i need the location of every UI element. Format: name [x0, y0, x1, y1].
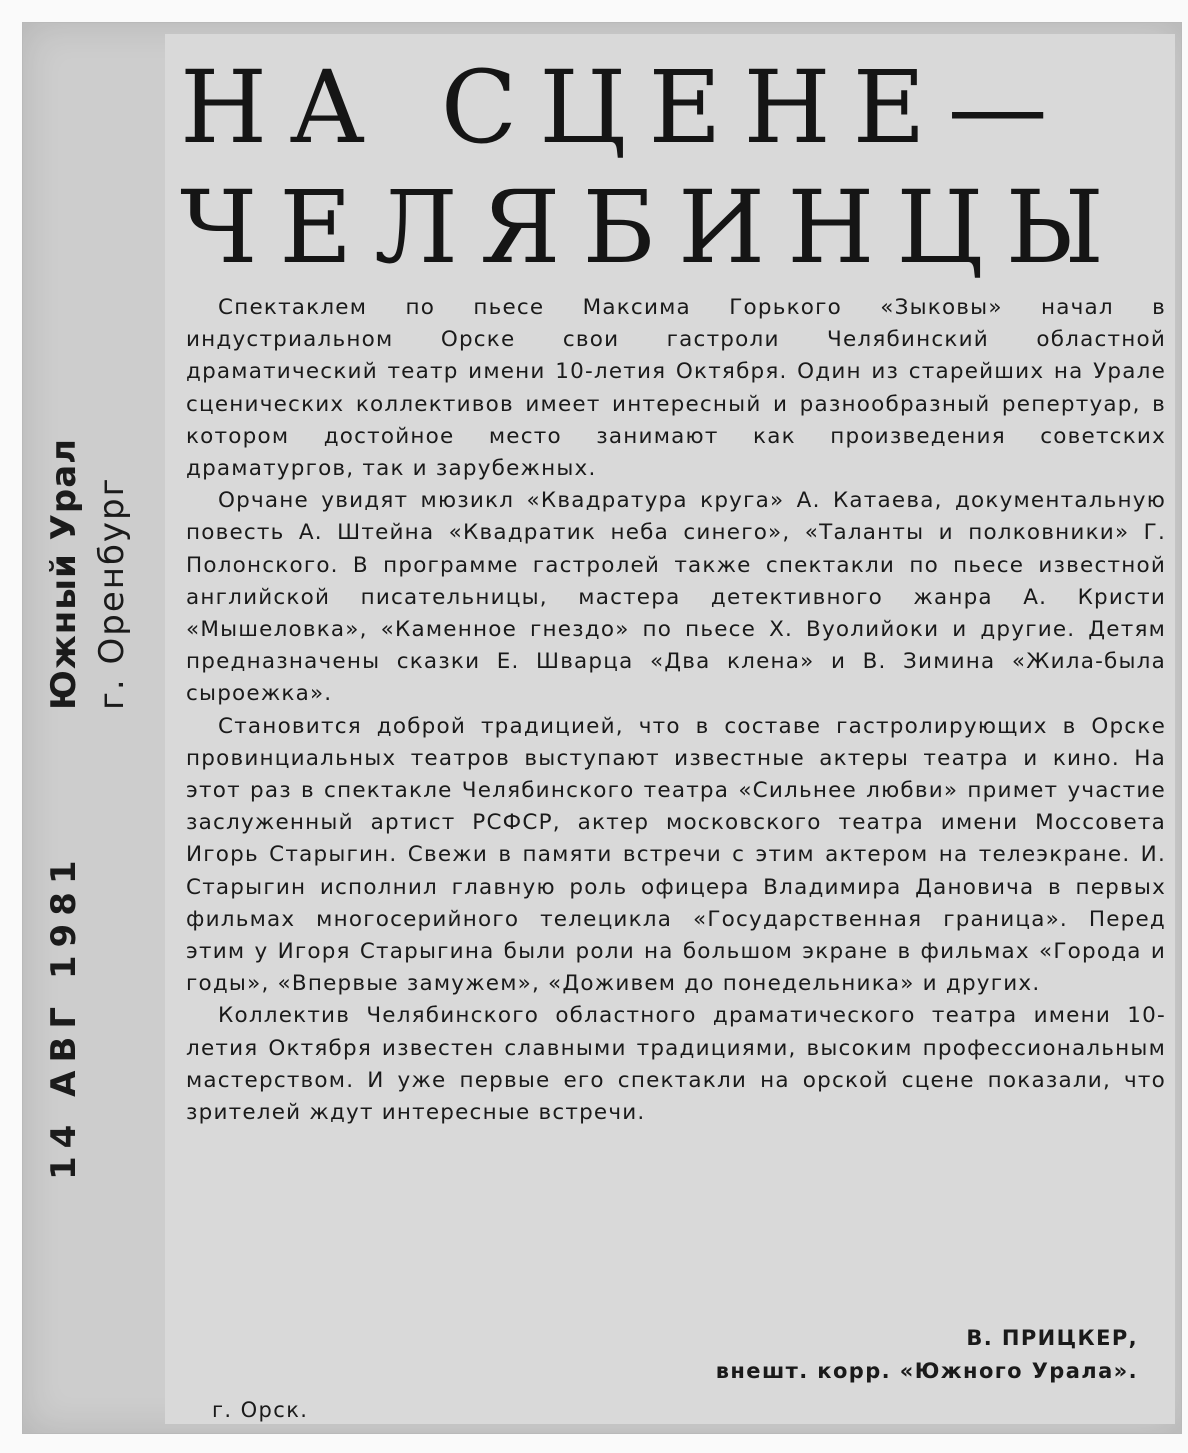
byline-role: внешт. корр. «Южного Урала».: [715, 1359, 1138, 1383]
headline-line-1: НА СЦЕНЕ—: [180, 49, 1070, 166]
stamp-newspaper: Южный Урал: [44, 437, 84, 710]
dateline-place: г. Орск.: [212, 1398, 309, 1422]
article-paragraph: Орчане увидят мюзикл «Квадратура круга» А. Катаева, документальную повесть А. Штейна «Квадратик неба синего», «Таланты и полковники» Г. Полонского. В программе гастролей также спектакли по пьесе известной английской писательницы, мастера детективного жанра А. Кристи «Мышеловка», «Каменное гнездо» по пьесе Х. Вуолийоки и другие. Детям предназначены сказки Е. Шварца «Два клена» и В. Зимина «Жила-была сыроежка».: [186, 488, 1166, 707]
archive-stamp-text: [36, 360, 146, 1180]
archive-stamp: [36, 360, 146, 1180]
headline: [180, 48, 1170, 288]
article-paragraph: Спектаклем по пьесе Максима Горького «Зыковы» начал в индустриальном Орске свои гастроли Челябинский областной драматический театр имени 10-летия Октября. Один из старейших на Урале сценических коллективов имеет интересный и разнообразный репертуар, в котором достойное место занимают как произведения советских драматургов, так и зарубежных.: [186, 295, 1166, 482]
headline-line-2: ЧЕЛЯБИНЦЫ: [180, 169, 1126, 286]
article-paragraph: Становится доброй традицией, что в составе гастролирующих в Орске провинциальных театров выступают известные актеры театра и кино. На этот раз в спектакле Челябинского театра «Сильнее любви» примет участие заслуженный артист РСФСР, актер московского театра имени Моссовета Игорь Старыгин. Свежи в памяти встречи с этим актером на телеэкране. И. Старыгин исполнил главную роль офицера Владимира Дановича в первых фильмах многосерийного телецикла «Государственная граница». Перед этим у Игоря Старыгина были роли на большом экране в фильмах «Города и годы», «Впервые замужем», «Доживем до понедельника» и других.: [186, 713, 1166, 997]
byline: [716, 1322, 1138, 1388]
article-paragraph: Коллектив Челябинского областного драматического театра имени 10-летия Октября известен славными традициями, высоким профессиональным мастерством. И уже первые его спектакли на орской сцене показали, что зрителей ждут интересные встречи.: [186, 1003, 1166, 1126]
stamp-city: г. Оренбург: [92, 476, 132, 710]
stamp-date: 14 АВГ 1981: [44, 852, 84, 1180]
article-body: [186, 292, 1166, 1129]
byline-author: В. ПРИЦКЕР,: [966, 1326, 1138, 1350]
